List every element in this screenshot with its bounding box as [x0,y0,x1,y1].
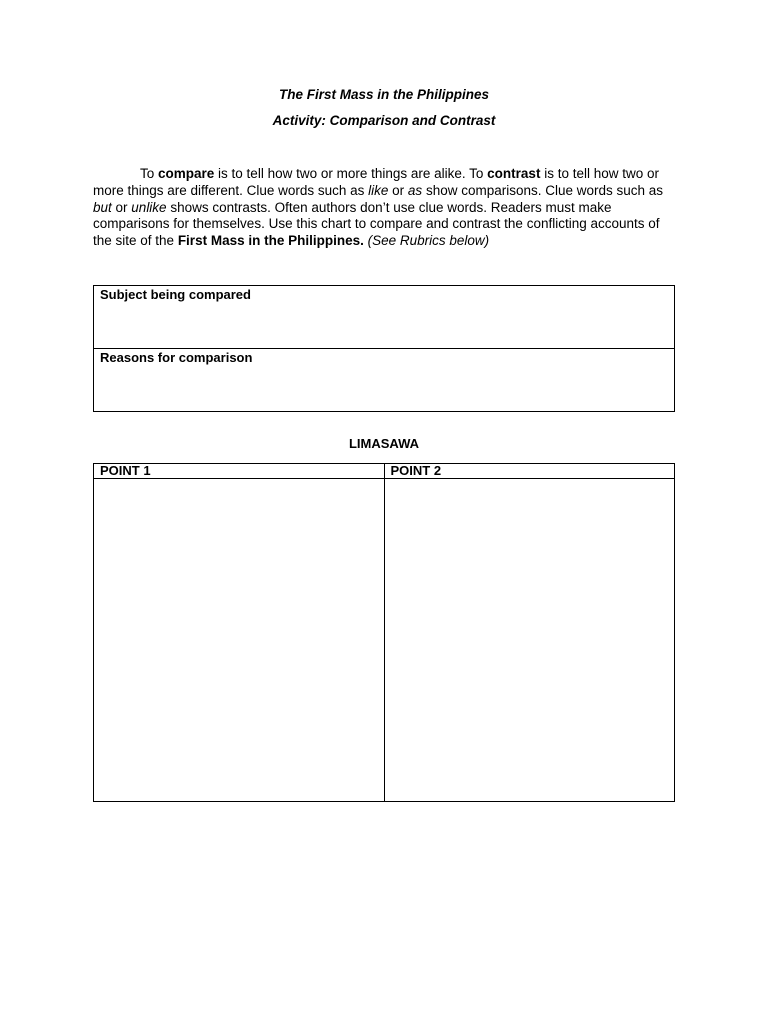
intro-italic-like: like [368,182,389,198]
intro-text: show comparisons. Clue words such as [422,182,664,198]
intro-italic-rubrics: (See Rubrics below) [367,233,490,249]
intro-bold-first-mass: First Mass in the Philippines. [177,233,364,249]
intro-text: To [140,166,159,181]
reasons-label: Reasons for comparison [100,350,253,365]
intro-italic-as: as [407,182,423,198]
table-header-row [94,464,675,479]
intro-bold-contrast: contrast [487,166,541,181]
intro-italic-but: but [93,199,112,215]
intro-text: or [111,199,132,215]
column-header-point-2: POINT 2 [384,464,675,479]
intro-paragraph [93,166,677,250]
subject-label: Subject being compared [100,287,251,302]
comparison-heading: LIMASAWA [348,436,420,451]
reasons-cell[interactable] [94,349,675,412]
intro-text: is to tell how two or more things are alike. To [214,166,488,181]
intro-bold-compare: compare [158,166,215,181]
point-2-cell[interactable] [384,479,675,802]
column-header-point-1: POINT 1 [94,464,385,479]
intro-text: shows contrasts. Often authors don’t use clue words. Readers must make comparisons for themselves. Use this chart to compare and contrast the conflicting accounts of the site of the [93,199,660,249]
intro-italic-unlike: unlike [131,199,167,215]
intro-text: or [388,182,408,198]
intro-text: is to tell how two or more things are different. Clue words such as [93,166,659,198]
document-title: The First Mass in the Philippines [278,87,490,102]
table-row [94,349,675,412]
points-table [93,463,675,802]
subject-cell[interactable] [94,286,675,349]
table-row [94,479,675,802]
subject-table [93,285,675,412]
table-row [94,286,675,349]
point-1-cell[interactable] [94,479,385,802]
activity-subtitle: Activity: Comparison and Contrast [272,113,496,128]
